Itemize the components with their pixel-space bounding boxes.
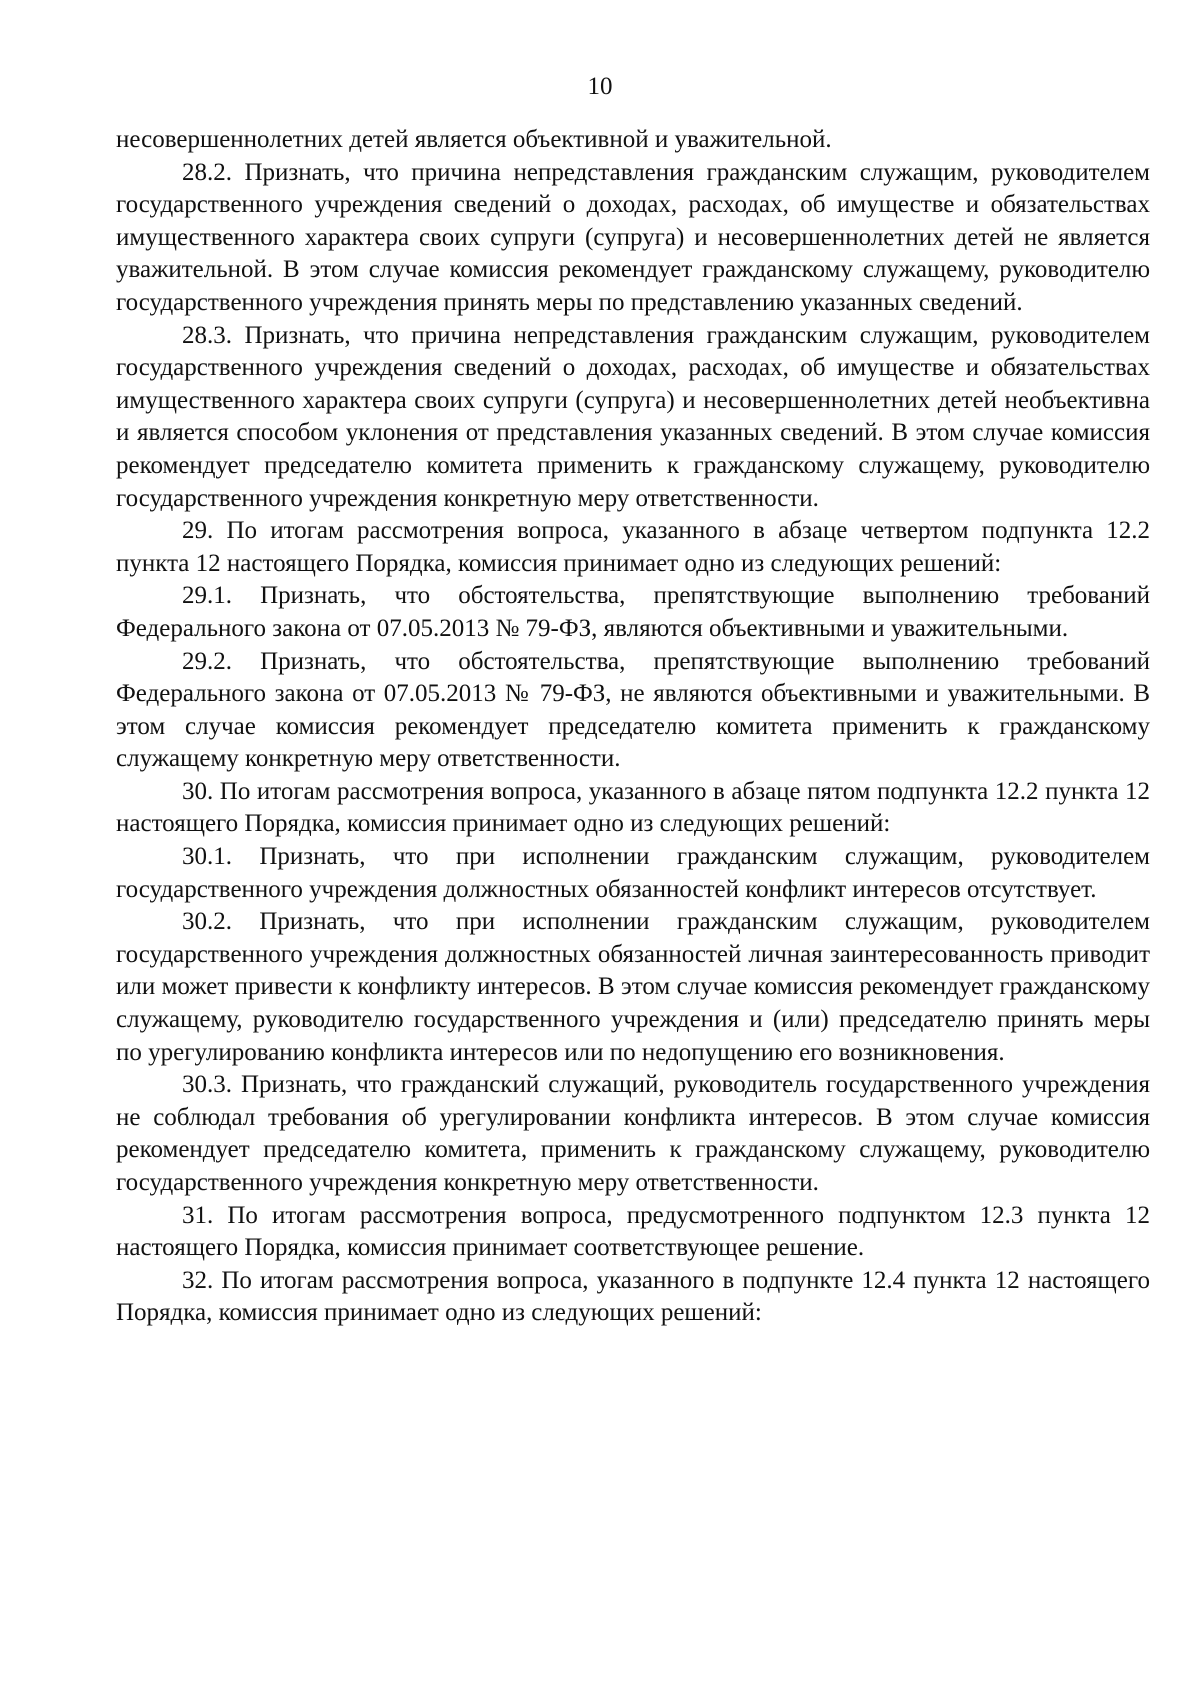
document-body (116, 124, 1150, 1330)
paragraph-30-1: 30.1. Признать, что при исполнении гражданским служащим, руководителем государственного учреждения должностных обязанностей конфликт интересов отсутствует. (116, 843, 1150, 903)
paragraph-32: 32. По итогам рассмотрения вопроса, указанного в подпункте 12.4 пункта 12 настоящего Порядка, комиссия принимает одно из следующих решений: (116, 1266, 1150, 1327)
paragraph-continuation: несовершеннолетних детей является объективной и уважительной. (116, 126, 832, 153)
paragraph-30-3: 30.3. Признать, что гражданский служащий, руководитель государственного учреждения не соблюдал требования об урегулировании конфликта интересов. В этом случае комиссия рекомендует председателю комитета, применить к гражданскому служащему, руководителю государственного учреждения конкретную меру ответственности. (116, 1071, 1150, 1196)
paragraph-28-2: 28.2. Признать, что причина непредставления гражданским служащим, руководителем государственного учреждения сведений о доходах, расходах, об имуществе и обязательствах имущественного характера своих супруги (супруга) и несовершеннолетних детей не является уважительной. В этом случае комиссия рекомендует гражданскому служащему, руководителю государственного учреждения принять меры по представлению указанных сведений. (116, 158, 1150, 316)
paragraph-29-2: 29.2. Признать, что обстоятельства, препятствующие выполнению требований Федерального закона от 07.05.2013 № 79-ФЗ, не являются объективными и уважительными. В этом случае комиссия рекомендует председателю комитета применить к гражданскому служащему конкретную меру ответственности. (116, 647, 1150, 773)
paragraph-30: 30. По итогам рассмотрения вопроса, указанного в абзаце пятом подпункта 12.2 пункта 12 настоящего Порядка, комиссия принимает одно из следующих решений: (116, 777, 1150, 838)
paragraph-31: 31. По итогам рассмотрения вопроса, предусмотренного подпунктом 12.3 пункта 12 настоящего Порядка, комиссия принимает соответствующее решение. (116, 1201, 1150, 1262)
paragraph-29: 29. По итогам рассмотрения вопроса, указанного в абзаце четвертом подпункта 12.2 пункта 12 настоящего Порядка, комиссия принимает одно из следующих решений: (116, 517, 1150, 577)
page-number: 10 (587, 73, 613, 100)
paragraph-30-2: 30.2. Признать, что при исполнении гражданским служащим, руководителем государственного учреждения должностных обязанностей личная заинтересованность приводит или может привести к конфликту интересов. В этом случае комиссия рекомендует гражданскому служащему, руководителю государственного учреждения и (или) председателю принять меры по урегулированию конфликта интересов или по недопущению его возникновения. (116, 908, 1150, 1066)
paragraph-28-3: 28.3. Признать, что причина непредставления гражданским служащим, руководителем государственного учреждения сведений о доходах, расходах, об имуществе и обязательствах имущественного характера своих супруги (супруга) и несовершеннолетних детей необъективна и является способом уклонения от представления указанных сведений. В этом случае комиссия рекомендует председателю комитета применить к гражданскому служащему, руководителю государственного учреждения конкретную меру ответственности. (116, 321, 1150, 512)
paragraph-29-1: 29.1. Признать, что обстоятельства, препятствующие выполнению требований Федерального закона от 07.05.2013 № 79-ФЗ, являются объективными и уважительными. (116, 582, 1150, 642)
